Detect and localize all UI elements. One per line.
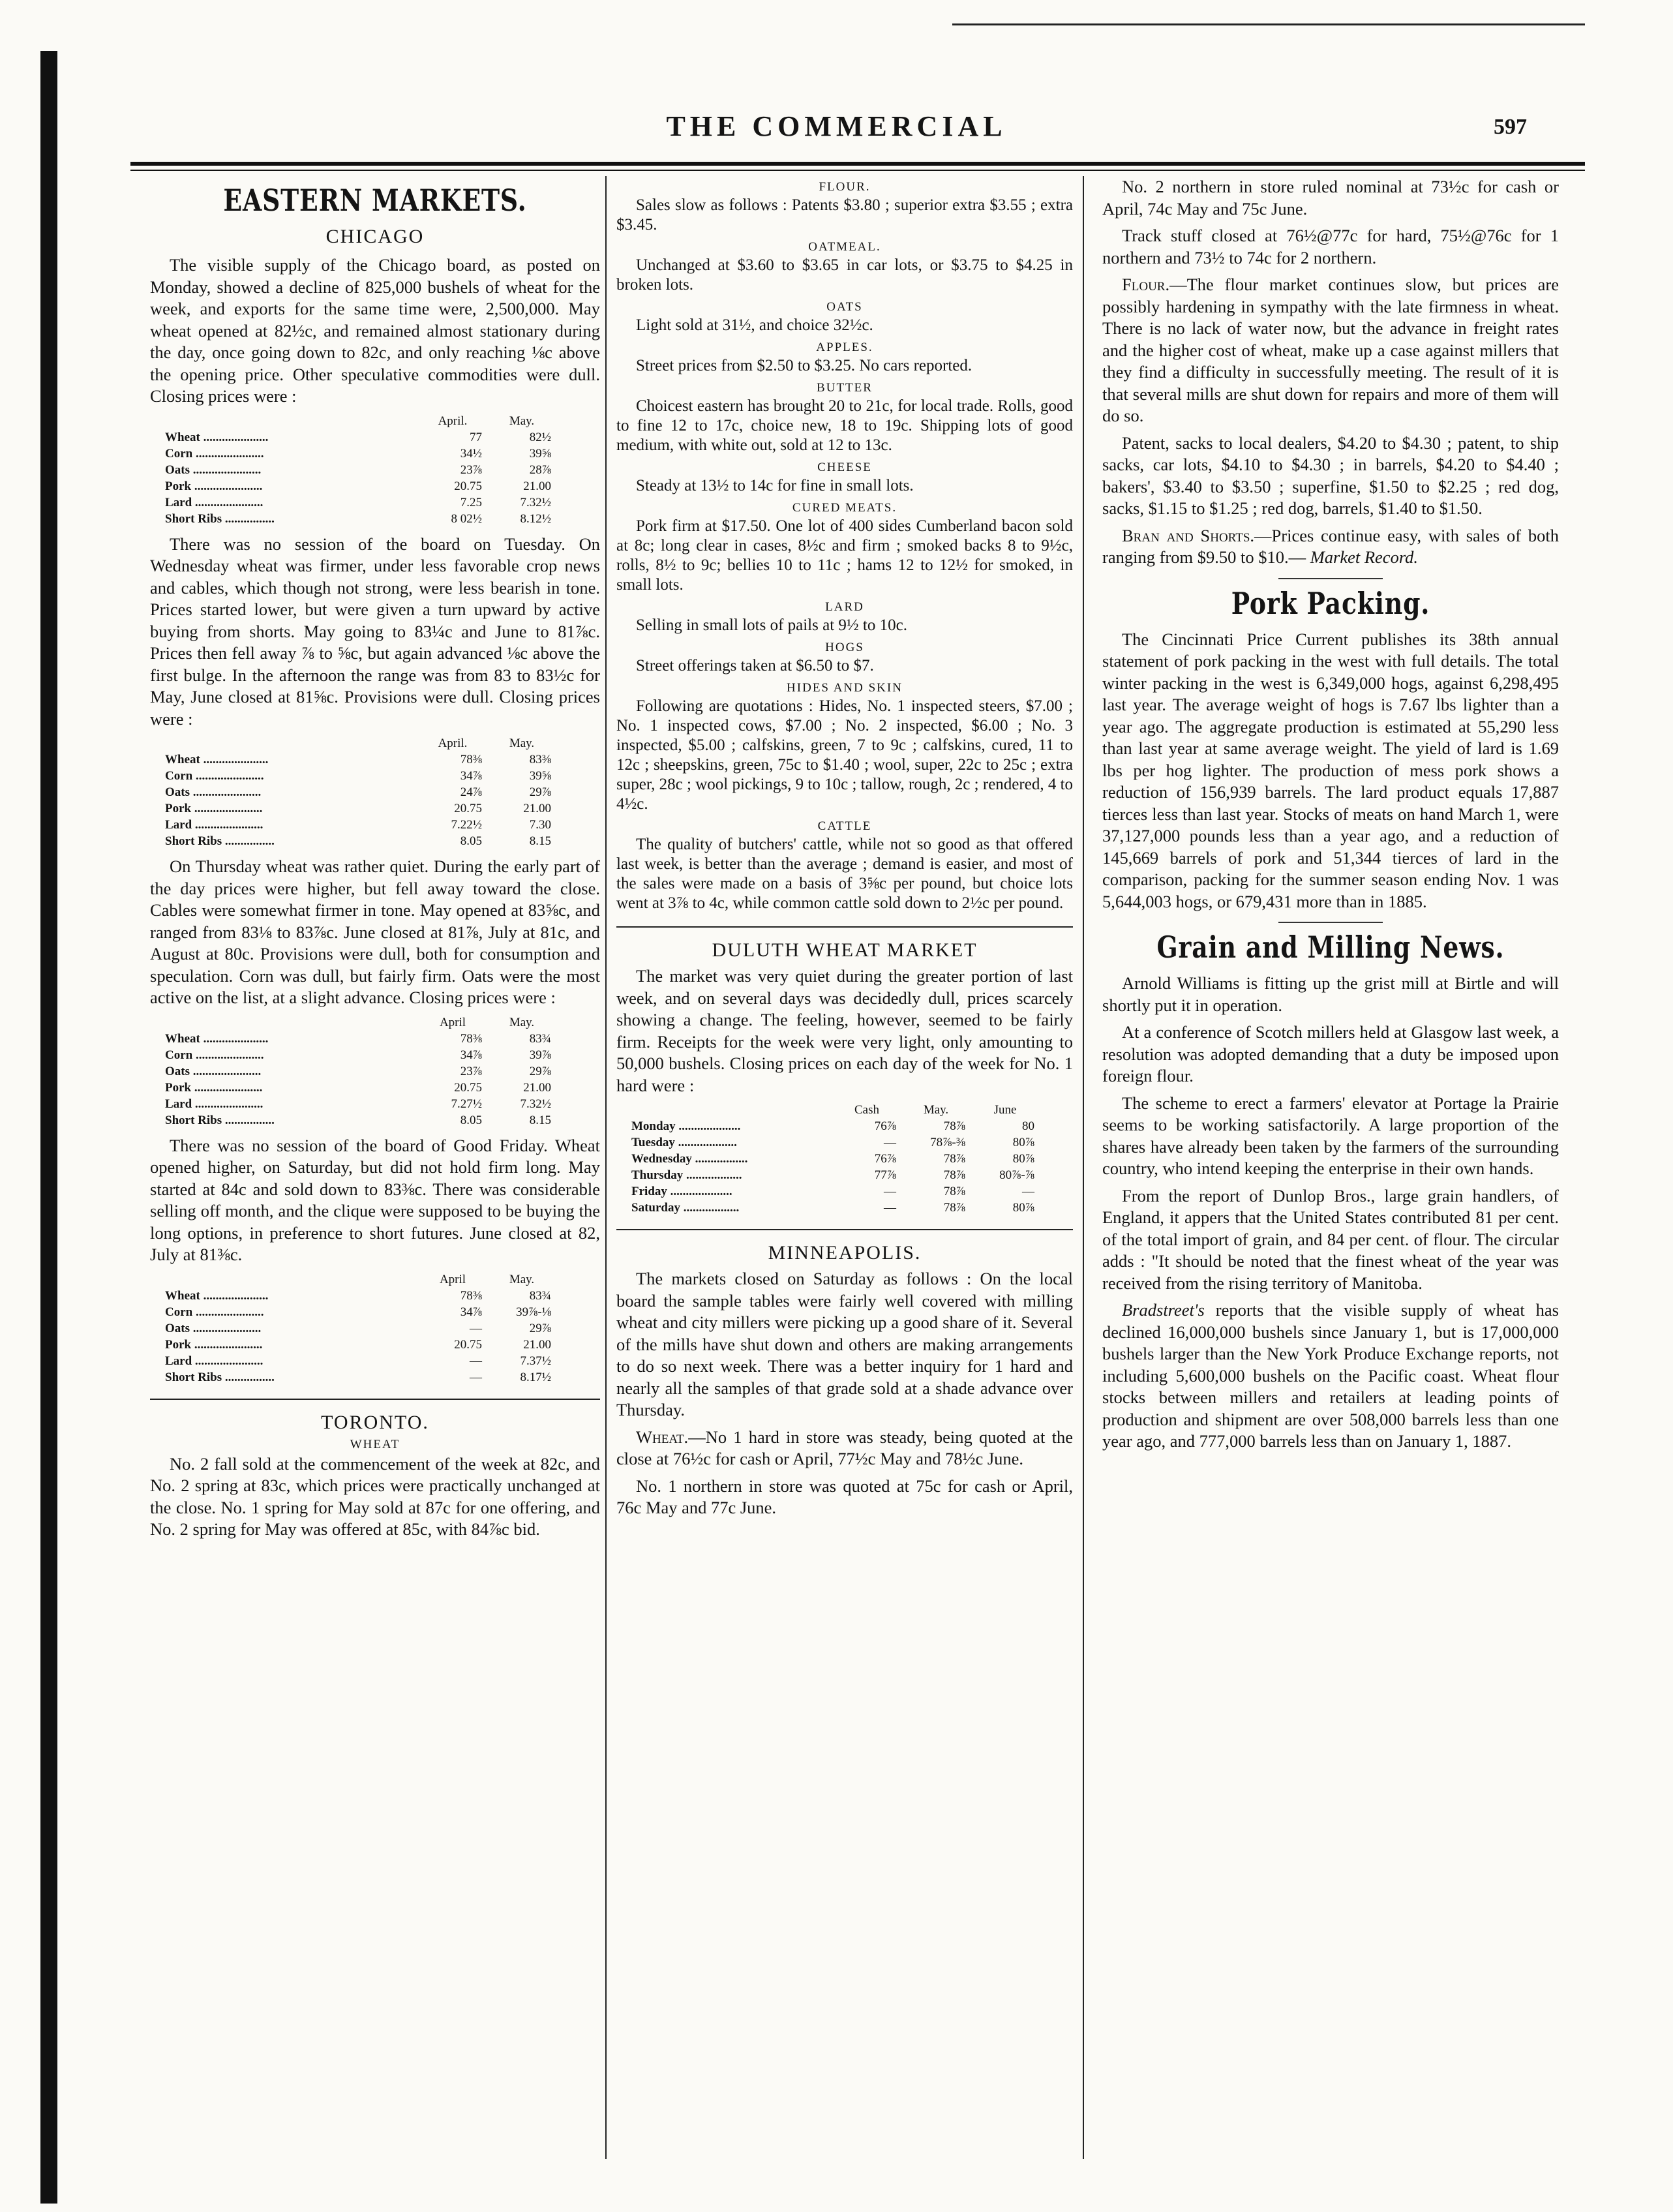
row-label: Wheat .....................	[165, 753, 269, 766]
section-headline: EASTERN MARKETS.	[223, 183, 527, 218]
cell-value: 8.17½	[520, 1370, 551, 1384]
column-3	[1102, 176, 1559, 2186]
cell-value: 83¾	[529, 1031, 551, 1046]
cell-value: 29⅞	[529, 785, 551, 799]
table-row	[160, 751, 556, 768]
paragraph: Street offerings taken at $6.50 to $7.	[636, 657, 874, 674]
table-row	[160, 817, 556, 833]
paragraph: Light sold at 31½, and choice 32½c.	[636, 316, 873, 334]
table-header-row	[160, 735, 556, 751]
paragraph: The quality of butchers' cattle, while not so good as that offered last week, is better than the average ; demand is easier, and most of the sales were made on a basis of 3⅝c per pound, but choice lots went at 3⅞ to 4c, while common cattle sold down to 2½c per pound.	[616, 836, 1073, 912]
row-label: Short Ribs ................	[165, 1113, 275, 1127]
row-label: Wheat .....................	[165, 1031, 269, 1046]
row-label: Oats ......................	[165, 785, 262, 799]
table-row	[160, 1031, 556, 1047]
table-row	[160, 462, 556, 478]
cell-value: 78⅞	[943, 1168, 965, 1182]
run-in-lead: Bradstreet's	[1122, 1300, 1205, 1320]
table-row	[626, 1151, 1040, 1167]
cell-value: 78⅜	[460, 1288, 482, 1303]
row-label: Tuesday ...................	[631, 1136, 737, 1149]
cell-value: 24⅞	[460, 785, 482, 799]
run-in-lead: Wheat.	[636, 1427, 689, 1447]
masthead-title: THE COMMERCIAL	[666, 110, 1007, 142]
cell-value: —	[884, 1136, 896, 1149]
subhead-hides: HIDES AND SKIN	[787, 681, 903, 695]
top-rule	[952, 23, 1585, 25]
cell-value: 23⅞	[460, 462, 482, 477]
table-row	[160, 1320, 556, 1337]
cell-value: 8.12½	[520, 511, 551, 526]
paragraph: Street prices from $2.50 to $3.25. No cars reported.	[636, 357, 972, 374]
paragraph: Track stuff closed at 76½@77c for hard, 75½@76c for 1 northern and 73½ to 74c for 2 northern.	[1102, 226, 1559, 267]
cell-value: 76⅞	[874, 1119, 896, 1133]
column-header: April.	[438, 414, 468, 428]
column-header: May.	[509, 736, 535, 750]
cell-value: 80⅞	[1012, 1201, 1034, 1215]
table-row	[160, 1112, 556, 1129]
paragraph: Patent, sacks to local dealers, $4.20 to $4.30 ; patent, to ship sacks, car lots, $4.10 to $4.30 ; in barrels, $4.20 to $4.40 ; bakers', $3.40 to $3.50 ; superfine, $1.50 to $2.25 ; red dog, sacks, $1.15 to $1.25 ; red dog, barrels, $1.40 to $1.50.	[1102, 432, 1559, 518]
cell-value: 20.75	[454, 1080, 482, 1095]
cell-value: 7.37½	[520, 1354, 551, 1368]
cell-value: 21.00	[523, 802, 551, 815]
paragraph: The markets closed on Saturday as follows : On the local board the sample tables were fairly well covered with milling wheat and city millers were picking up a good share of it. Several of the mills have shut down and others are making arrangements to do so next week. There was a better inquiry for 1 hard and nearly all the samples of that grade sold at a shade advance over Thursday.	[616, 1269, 1073, 1419]
cell-value: 80⅞-⅞	[999, 1168, 1034, 1182]
cell-value: 34⅞	[460, 769, 482, 783]
subhead-cattle: CATTLE	[817, 819, 872, 833]
row-label: Lard ......................	[165, 1097, 264, 1111]
row-label: Monday ....................	[631, 1119, 741, 1133]
paragraph: Steady at 13½ to 14c for fine in small lots.	[636, 477, 914, 494]
column-header: Cash	[854, 1103, 879, 1117]
cell-value: 23⅞	[460, 1064, 482, 1078]
table-row	[160, 784, 556, 800]
cell-value: 21.00	[523, 479, 551, 493]
table-row	[160, 1080, 556, 1096]
cell-value: 39⅝	[529, 446, 551, 461]
table-row	[160, 494, 556, 511]
cell-value: 39⅝	[529, 769, 551, 783]
table-header-row	[160, 1271, 556, 1288]
cell-value: 8.05	[460, 834, 482, 848]
cell-value: —	[470, 1321, 482, 1335]
table-row	[160, 1304, 556, 1320]
cell-value: —	[884, 1201, 896, 1215]
table-row	[160, 1096, 556, 1112]
run-in-text: —No 1 hard in store was steady, being quoted at the close at 76½c for cash or April, 77½c May and 78½c June.	[616, 1427, 1073, 1468]
column-header: April	[439, 1015, 466, 1029]
column-divider	[605, 176, 607, 2159]
cell-value: 78⅞	[943, 1201, 965, 1215]
paragraph	[616, 1427, 1073, 1470]
table-row	[160, 1369, 556, 1386]
paragraph: Selling in small lots of pails at 9½ to 10c.	[636, 616, 907, 634]
row-label: Pork ......................	[165, 802, 263, 815]
table-header-row	[160, 413, 556, 429]
subhead-minneapolis: MINNEAPOLIS.	[616, 1229, 1073, 1264]
row-label: Lard ......................	[165, 818, 264, 832]
table-row	[160, 1047, 556, 1063]
subhead-duluth: DULUTH WHEAT MARKET	[616, 926, 1073, 962]
cell-value: 7.32½	[520, 1097, 551, 1111]
column-divider	[1083, 176, 1084, 2159]
table-row	[626, 1118, 1040, 1134]
paragraph: On Thursday wheat was rather quiet. During the early part of the day prices were higher, but fell away toward the close. Cables were somewhat firmer in tone. May opened at 83⅝c, and ranged from 83⅛ to 83⅞c. June closed at 81⅞, July at 81c, and August at 80c. Provisions were dull, both for consumption and speculation. Corn was dull, but fairly firm. Oats were the most active on the list, at a slight advance. Closing prices were :	[150, 856, 600, 1007]
paragraph: The visible supply of the Chicago board, as posted on Monday, showed a decline of 825,000 bushels of wheat for the week, and exports for the same time were, 2,500,000. May wheat opened at 82½c, and remained almost stationary during the day, once going down to 82c, and only reaching ⅛c above the opening price. Other speculative commodities were dull. Closing prices were :	[150, 255, 600, 406]
table-row	[160, 800, 556, 817]
table-row	[160, 429, 556, 446]
separator-rule	[1278, 578, 1383, 579]
paragraph: At a conference of Scotch millers held at Glasgow last week, a resolution was adopted demanding that a duty be imposed upon foreign flour.	[1102, 1022, 1559, 1085]
cell-value: 7.22½	[451, 818, 482, 832]
paragraph: Arnold Williams is fitting up the grist mill at Birtle and will shortly put it in operation.	[1102, 973, 1559, 1015]
cell-value: 34⅞	[460, 1048, 482, 1062]
price-table	[160, 735, 556, 849]
subhead-butter: BUTTER	[817, 381, 873, 395]
run-in-text: —The flour market continues slow, but prices are possibly hardening in sympathy with the late firmness in wheat. There is no lack of water now, but the advance in freight rates and the higher cost of wheat, make up a case against millers that they find a difficulty in successfully meeting. The result of it is that several mills are shut down for repairs and more of them will do so.	[1102, 275, 1559, 425]
row-label: Corn ......................	[165, 1305, 264, 1319]
table-row	[626, 1183, 1040, 1200]
page-number: 597	[1494, 115, 1527, 139]
cell-value: 21.00	[523, 1080, 551, 1095]
binding-edge	[40, 51, 57, 2204]
row-label: Corn ......................	[165, 769, 264, 783]
row-label: Corn ......................	[165, 1048, 264, 1062]
row-label: Lard ......................	[165, 1354, 264, 1368]
row-label: Pork ......................	[165, 1080, 263, 1095]
cell-value: 20.75	[454, 479, 482, 493]
cell-value: 77⅞	[874, 1168, 896, 1182]
cell-value: 7.30	[529, 818, 551, 832]
subhead-cured-meats: CURED MEATS.	[792, 501, 897, 515]
table-header-row	[626, 1102, 1040, 1118]
paragraph	[1102, 274, 1559, 427]
cell-value: 7.27½	[451, 1097, 482, 1111]
row-label: Saturday ..................	[631, 1201, 740, 1215]
subhead-lard: LARD	[825, 600, 864, 614]
cell-value: —	[470, 1370, 482, 1384]
table-row	[160, 1288, 556, 1304]
cell-value: —	[884, 1185, 896, 1198]
paragraph: Sales slow as follows : Patents $3.80 ; superior extra $3.55 ; extra $3.45.	[616, 196, 1073, 234]
subhead-toronto: TORONTO.	[150, 1399, 600, 1434]
column-header: June	[993, 1103, 1017, 1117]
header-rule-thick	[130, 162, 1585, 166]
paragraph: There was no session of the board of Good Friday. Wheat opened higher, on Saturday, but did not hold firm long. May started at 84c and sold down to 83⅜c. There was considerable selling off month, and the clique were supposed to be buying the long options, in preference to short futures. June closed at 82, July at 81⅜c.	[150, 1135, 600, 1264]
paragraph: Unchanged at $3.60 to $3.65 in car lots, or $3.75 to $4.25 in broken lots.	[616, 256, 1073, 294]
paragraph: No. 2 northern in store ruled nominal at 73½c for cash or April, 74c May and 75c June.	[1102, 177, 1559, 219]
cell-value: 80	[1022, 1119, 1034, 1133]
cell-value: 8.15	[529, 834, 551, 848]
cell-value: 78⅞	[943, 1152, 965, 1166]
row-label: Wheat .....................	[165, 1288, 269, 1303]
cell-value: 20.75	[454, 1337, 482, 1352]
column-header: May.	[923, 1103, 949, 1117]
row-label: Short Ribs ................	[165, 1370, 275, 1384]
row-label: Lard ......................	[165, 495, 264, 509]
cell-value: 34⅞	[460, 1305, 482, 1319]
subhead-hogs: HOGS	[825, 641, 864, 654]
paragraph: The Cincinnati Price Current publishes its 38th annual statement of pork packing in the west with full details. The total winter packing in the west is 6,349,000 hogs, against 6,298,495 last year. The average weight of hogs is 7.67 lbs lighter than a year ago. The aggregate production is estimated at 55,290 less than last year at same average weight. The yield of lard is 1.69 lbs per hog lighter. The production of mess pork shows a reduction of 156,939 barrels. The lard product equals 17,887 tierces less than last year. Stocks of meats on hand March 1, were 37,127,000 pounds less than a year ago, and a reduction of 145,669 barrels of pork and 51,344 tierces of lard in the comparison, packing for the summer season ending Nov. 1 was 5,644,003 hogs, or 679,431 more than in 1885.	[1102, 629, 1559, 911]
cell-value: —	[1022, 1185, 1034, 1198]
cell-value: 20.75	[454, 802, 482, 815]
cell-value: 83⅜	[529, 753, 551, 766]
table-row	[160, 833, 556, 849]
column-header: April	[439, 1272, 466, 1286]
row-label: Oats ......................	[165, 462, 262, 477]
section-headline: Pork Packing.	[1231, 585, 1430, 621]
cell-value: 78⅞	[943, 1119, 965, 1133]
row-label: Pork ......................	[165, 479, 263, 493]
table-row	[160, 478, 556, 494]
column-header: April.	[438, 736, 468, 750]
row-label: Corn ......................	[165, 446, 264, 461]
run-in-text: reports that the visible supply of wheat has declined 16,000,000 bushels since January 1, but is 17,000,000 bushels larger than the New York Produce Exchange reports, not including 5,600,000 bushels on the Pacific coast. Wheat flour stocks between millers and retailers at leading points of production and shipment are over 508,000 barrels less than one year ago, and 777,000 barrels less than on January 1, 1887.	[1102, 1300, 1559, 1451]
column-header: May.	[509, 1015, 535, 1029]
row-label: Pork ......................	[165, 1337, 263, 1352]
paragraph: The market was very quiet during the greater portion of last week, and on several days was decidedly dull, prices scarcely showing a change. The feeling, however, seemed to be fairly firm. Receipts for the week were very light, only amounting to 50,000 bushels. Closing prices on each day of the week for No. 1 hard were :	[616, 966, 1073, 1095]
row-label: Oats ......................	[165, 1321, 262, 1335]
price-table	[160, 1271, 556, 1386]
table-row	[160, 511, 556, 527]
column-header: May.	[509, 1272, 535, 1286]
row-label: Short Ribs ................	[165, 834, 275, 848]
cell-value: —	[470, 1354, 482, 1368]
cell-value: 39⅞-⅛	[516, 1305, 551, 1319]
column-2	[616, 176, 1073, 2186]
cell-value: 8.15	[529, 1113, 551, 1127]
run-in-text: —Prices continue easy, with sales of both ranging from $9.50 to $10.—	[1102, 525, 1559, 567]
cell-value: 34½	[460, 446, 482, 461]
run-in-lead: Flour.	[1122, 275, 1170, 294]
table-header-row	[160, 1014, 556, 1031]
cell-value: 7.25	[460, 495, 482, 509]
paragraph	[1102, 1299, 1559, 1453]
cell-value: 76⅞	[874, 1152, 896, 1166]
cell-value: 28⅞	[529, 462, 551, 477]
cell-value: 39⅞	[529, 1048, 551, 1062]
cell-value: 8 02½	[451, 511, 482, 526]
paragraph	[1102, 525, 1559, 569]
subhead-chicago: CHICAGO	[325, 226, 425, 247]
cell-value: 78⅜	[460, 753, 482, 766]
header-rule-thin	[130, 170, 1585, 171]
section-headline: Grain and Milling News.	[1156, 930, 1505, 965]
subhead-oats: OATS	[826, 300, 863, 314]
paragraph: The scheme to erect a farmers' elevator at Portage la Prairie seems to be working satisfactorily. A large proportion of the shares have already been taken by the farmers of the surrounding country, who intend keeping the enterprise in their own hands.	[1102, 1093, 1559, 1178]
table-row	[160, 768, 556, 784]
cell-value: 78⅞	[943, 1185, 965, 1198]
cell-value: 29⅞	[529, 1321, 551, 1335]
table-row	[160, 1353, 556, 1369]
cell-value: 21.00	[523, 1337, 551, 1352]
cell-value: 29⅞	[529, 1064, 551, 1078]
cell-value: 7.32½	[520, 495, 551, 509]
paragraph: No. 2 fall sold at the commencement of the week at 82c, and No. 2 spring at 83c, which prices were practically unchanged at the close. No. 1 spring for May sold at 87c for one offering, and No. 2 spring for May was offered at 85c, with 84⅞c bid.	[150, 1453, 600, 1539]
table-row	[626, 1200, 1040, 1216]
column-1	[150, 176, 600, 2186]
price-table	[626, 1102, 1040, 1216]
row-label: Wheat .....................	[165, 430, 269, 444]
table-row	[626, 1134, 1040, 1151]
subhead-oatmeal: OATMEAL.	[808, 240, 881, 254]
paragraph: Pork firm at $17.50. One lot of 400 sides Cumberland bacon sold at 8c; long clear in cases, 8½c and firm ; smoked backs 8 to 9½c, rolls, 8½ to 9c; bellies 10 to 11c ; hams 12 to 12½ for smoked, in small lots.	[616, 517, 1073, 594]
cell-value: 80⅞	[1012, 1136, 1034, 1149]
cell-value: 78⅜	[460, 1031, 482, 1046]
paragraph: Choicest eastern has brought 20 to 21c, for local trade. Rolls, good to fine 12 to 17c, choice new, 18 to 19c. Shipping lots of good medium, with white out, sold at 12 to 13c.	[616, 397, 1073, 454]
cell-value: 77	[470, 430, 482, 444]
subhead-wheat: WHEAT	[350, 1437, 400, 1451]
cell-value: 8.05	[460, 1113, 482, 1127]
cell-value: 80⅞	[1012, 1152, 1034, 1166]
row-label: Thursday ..................	[631, 1168, 742, 1182]
row-label: Wednesday .................	[631, 1152, 748, 1166]
paragraph: No. 1 northern in store was quoted at 75c for cash or April, 76c May and 77c June.	[616, 1476, 1073, 1517]
cell-value: 78⅞-⅜	[930, 1136, 965, 1149]
price-table	[160, 413, 556, 527]
subhead-flour: FLOUR.	[819, 180, 871, 194]
row-label: Friday ....................	[631, 1185, 732, 1198]
cell-value: 82½	[529, 430, 551, 444]
subhead-apples: APPLES.	[816, 341, 873, 354]
column-header: May.	[509, 414, 535, 428]
row-label: Short Ribs ................	[165, 511, 275, 526]
table-row	[626, 1167, 1040, 1183]
price-table	[160, 1014, 556, 1129]
table-row	[160, 1337, 556, 1353]
paragraph: Following are quotations : Hides, No. 1 inspected steers, $7.00 ; No. 1 inspected cows, $7.00 ; No. 2 inspected, $6.00 ; No. 3 inspected, $5.00 ; calfskins, green, 7 to 9c ; calfskins, cured, 11 to 12c ; sheepskins, green, 75c to $1.40 ; wool, super, 22c to 25c ; extra super, 28c ; wool pickings, 9 to 10c ; tallow, rough, 2c ; rendered, 4 to 4½c.	[616, 697, 1073, 813]
run-in-lead: Bran and Shorts.	[1122, 525, 1255, 545]
subhead-cheese: CHEESE	[817, 461, 872, 474]
cell-value: 83¾	[529, 1288, 551, 1303]
table-row	[160, 446, 556, 462]
source-credit: Market Record.	[1310, 547, 1419, 567]
row-label: Oats ......................	[165, 1064, 262, 1078]
separator-rule	[1278, 922, 1383, 923]
table-row	[160, 1063, 556, 1080]
paragraph: There was no session of the board on Tuesday. On Wednesday wheat was firmer, under less favorable crop news and cables, which though not strong, were less bearish in tone. Prices started lower, but were given a turn upward by active buying from shorts. May going to 83¼c and June to 81⅞c. Prices then fell away ⅞ to ⅝c, but again advanced ⅛c above the first bulge. In the afternoon the range was from 83 to 83½c for May, June closed at 81⅝c. Provisions were dull. Closing prices were :	[150, 534, 600, 729]
paragraph: From the report of Dunlop Bros., large grain handlers, of England, it appers that the United States contributed 81 per cent. of the total import of grain, and 84 per cent. of flour. The circular adds : "It should be noted that the finest wheat of the year was received from the rising territory of Manitoba.	[1102, 1185, 1559, 1293]
